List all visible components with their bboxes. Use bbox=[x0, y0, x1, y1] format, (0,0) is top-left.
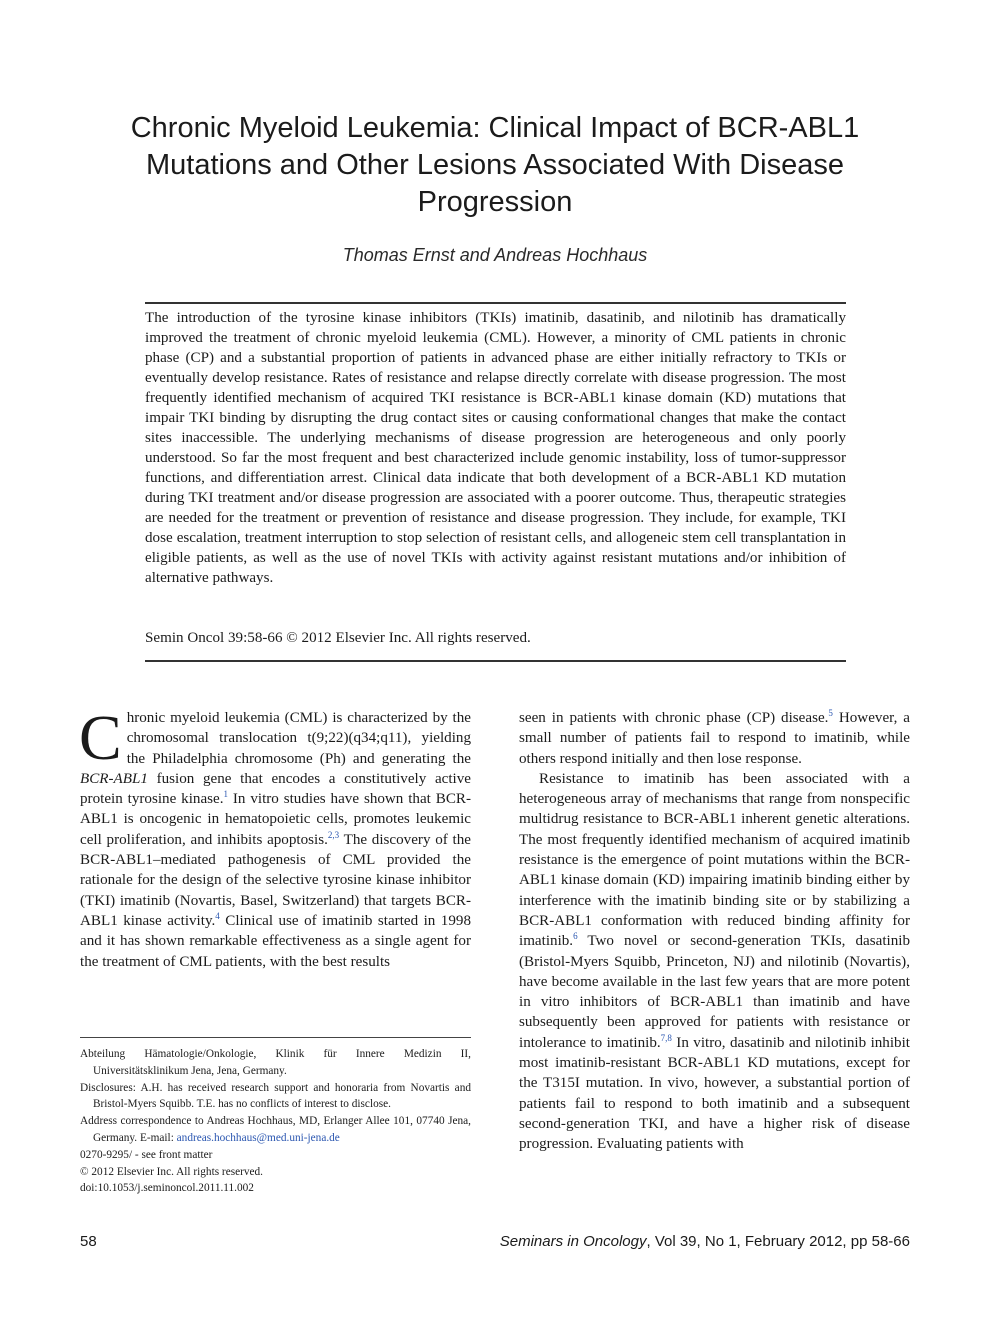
article-authors: Thomas Ernst and Andreas Hochhaus bbox=[342, 245, 648, 265]
body-text: fusion gene that encodes a constitutively active protein tyrosine kinase. bbox=[80, 770, 471, 808]
footnote-issn: 0270-9295/ - see front matter bbox=[80, 1148, 213, 1161]
footnote-address bbox=[80, 1113, 471, 1147]
footnotes bbox=[80, 1046, 471, 1197]
reference-link[interactable]: 4 bbox=[215, 910, 220, 921]
issue-info: , Vol 39, No 1, February 2012, pp 58-66 bbox=[646, 1233, 910, 1250]
abstract-text: The introduction of the tyrosine kinase inhibitors (TKIs) imatinib, dasatinib, and nilotinib has dramatically improved the treatment of chronic myeloid leukemia (CML). However, a minority of CML patients in chronic phase (CP) and a substantial proportion of patients in advanced phase are either initially refractory to TKIs or eventually develop resistance. Rates of resistance and relapse directly correlate with disease progression. The most frequently identified mechanism of acquired TKI resistance is BCR-ABL1 kinase domain (KD) mutations that impair TKI binding by disrupting the drug contact sites or causing conformational changes that make the contact sites inaccessible. The underlying mechanisms of disease progression are heterogeneous and only poorly understood. So far the most frequent and best characterized include genomic instability, loss of tumor-suppressor functions, and differentiation arrest. Clinical data indicate that both development of a BCR-ABL1 KD mutation during TKI treatment and/or disease progression are associated with a poorer outcome. Thus, therapeutic strategies are needed for the treatment or prevention of resistance and disease progression. They include, for example, TKI dose escalation, treatment interruption to stop selection of resistant cells, and allogeneic stem cell transplantation in eligible patients, as well as the use of novel TKIs with activity against resistant mutations and/or inhibition of alternative pathways. bbox=[145, 310, 846, 586]
drop-cap: C bbox=[79, 702, 122, 773]
body-text: In vitro, dasatinib and nilotinib inhibit most imatinib-resistant BCR-ABL1 KD mutations, except for the T315I mutation. In vivo, however, a substantial portion of patients fail to respond to both imatinib and a subsequent second-generation TKI, and have a higher risk of disease progression. Evaluating patients with bbox=[519, 1034, 910, 1153]
address-text: Address correspondence to Andreas Hochhaus, MD, Erlanger Allee 101, 07740 Jena, Germany. E-mail: bbox=[80, 1115, 471, 1144]
email-link[interactable]: andreas.hochhaus@med.uni-jena.de bbox=[176, 1131, 340, 1144]
body-text: Two novel or second-generation TKIs, dasatinib (Bristol-Myers Squibb, Princeton, NJ) and nilotinib (Novartis), have become available in the last few years that are more potent in vitro inhibitors of BCR-ABL1 than imatinib and have subsequently been approved for patients with resistance or intolerance to imatinib. bbox=[519, 933, 910, 1051]
reference-link[interactable]: 7,8 bbox=[660, 1032, 672, 1043]
body-text: Clinical use of imatinib started in 1998 and it has shown remarkable effectiveness as a single agent for the treatment of CML patients, with the best results bbox=[80, 912, 471, 970]
body-paragraph-3 bbox=[519, 769, 910, 1155]
body-text: seen in patients with chronic phase (CP) disease. bbox=[519, 710, 829, 726]
reference-link[interactable]: 2,3 bbox=[327, 829, 340, 840]
body-column-right bbox=[519, 708, 910, 1155]
body-text: The discovery of the BCR-ABL1–mediated pathogenesis of CML provided the rationale for the design of the selective tyrosine kinase inhibitor (TKI) imatinib (Novartis, Basel, Switzerland) that targets BCR-ABL1 kinase activity. bbox=[80, 831, 471, 929]
body-text: hronic myeloid leukemia (CML) is characterized by the chromosomal translocation t(9;22)(q34;q11), yielding the Philadelphia chromosome (Ph) and generating the bbox=[126, 710, 471, 767]
body-text: However, a small number of patients fail to respond to imatinib, while others respond initially and then lose response. bbox=[519, 710, 910, 767]
body-column-left bbox=[79, 702, 471, 972]
abstract-bottom-rule bbox=[145, 660, 846, 662]
body-text: Resistance to imatinib has been associated with a heterogeneous array of mechanisms that range from nonspecific multidrug resistance to BCR-ABL1 inherent genetic alterations. The most frequently identified mechanism of acquired imatinib resistance is the emergence of point mutations within the BCR-ABL1 kinase domain (KD) impairing imatinib binding either by interference with the imatinib binding site or by stabilizing a BCR-ABL1 conformation with reduced binding affinity for imatinib. bbox=[519, 770, 910, 950]
body-paragraph-2 bbox=[519, 708, 910, 769]
reference-link[interactable]: 1 bbox=[223, 789, 228, 800]
footnote-rule bbox=[80, 1037, 471, 1038]
journal-footer bbox=[500, 1232, 910, 1252]
body-paragraph-1 bbox=[79, 702, 471, 972]
page-number: 58 bbox=[80, 1233, 97, 1250]
footnote-affiliation: Abteilung Hämatologie/Onkologie, Klinik für Innere Medizin II, Universitätsklinikum Jena, Jena, Germany. bbox=[80, 1048, 471, 1077]
footnote-doi: doi:10.1053/j.seminoncol.2011.11.002 bbox=[80, 1182, 254, 1195]
journal-name: Seminars in Oncology bbox=[499, 1233, 647, 1250]
article-title: Chronic Myeloid Leukemia: Clinical Impact of BCR-ABL1 Mutations and Other Lesions Associated With Disease Progression bbox=[130, 112, 860, 218]
footnote-copyright: © 2012 Elsevier Inc. All rights reserved. bbox=[80, 1165, 264, 1178]
reference-link[interactable]: 5 bbox=[828, 708, 833, 718]
footnote-disclosures: Disclosures: A.H. has received research support and honoraria from Novartis and Bristol-Myers Squibb. T.E. has no conflicts of interest to disclose. bbox=[80, 1081, 471, 1111]
abstract-citation: Semin Oncol 39:58-66 © 2012 Elsevier Inc. All rights reserved. bbox=[145, 630, 531, 646]
body-text: In vitro studies have shown that BCR-ABL1 is oncogenic in hematopoietic cells, promotes leukemic cell proliferation, and inhibits apoptosis. bbox=[80, 791, 471, 848]
gene-name: BCR-ABL1 bbox=[80, 770, 148, 787]
abstract-top-rule bbox=[145, 302, 846, 304]
reference-link[interactable]: 6 bbox=[573, 931, 578, 942]
